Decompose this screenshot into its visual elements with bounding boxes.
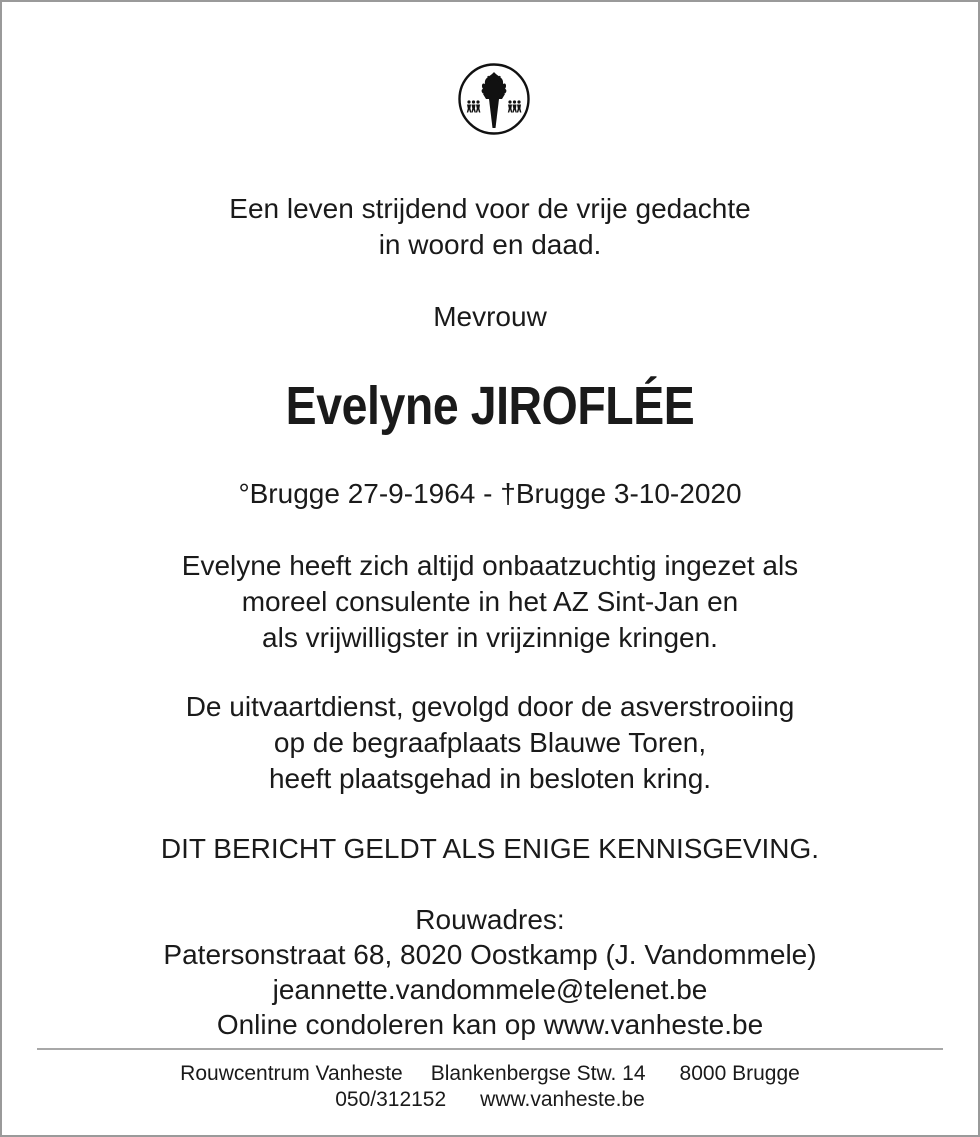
address-street: Patersonstraat 68, 8020 Oostkamp (J. Vandommele)	[163, 939, 817, 970]
funeral-line-3: heeft plaatsgehad in besloten kring.	[268, 763, 712, 794]
online-condolence: Online condoleren kan op www.vanheste.be	[216, 1009, 764, 1040]
footer-company: Rouwcentrum Vanheste	[180, 1062, 403, 1085]
deceased-name: Evelyne JIROFLÉE	[285, 376, 695, 436]
funeral-line-2: op de begraafplaats Blauwe Toren,	[273, 727, 707, 758]
address-label: Rouwadres:	[415, 904, 565, 935]
torch-emblem-icon	[457, 62, 531, 136]
motto-line-1: Een leven strijdend voor de vrije gedachte	[229, 193, 751, 224]
footer-website: www.vanheste.be	[480, 1088, 645, 1111]
footer-phone: 050/312152	[335, 1088, 447, 1111]
tribute-line-3: als vrijwilligster in vrijzinnige kringen.	[262, 622, 718, 653]
tribute-line-1: Evelyne heeft zich altijd onbaatzuchtig ingezet als	[181, 550, 799, 581]
honorific-title: Mevrouw	[433, 301, 547, 332]
footer-company-line	[2, 1061, 978, 1087]
tribute-line-2: moreel consulente in het AZ Sint-Jan en	[241, 586, 739, 617]
birth-death-dates: °Brugge 27-9-1964 - †Brugge 3-10-2020	[238, 478, 742, 509]
address-email: jeannette.vandommele@telenet.be	[272, 974, 708, 1005]
funeral-line-1: De uitvaartdienst, gevolgd door de asverstrooiing	[185, 691, 795, 722]
footer-street: Blankenbergse Stw. 14	[430, 1062, 646, 1085]
motto-line-2: in woord en daad.	[378, 229, 602, 260]
notice-statement: DIT BERICHT GELDT ALS ENIGE KENNISGEVING.	[160, 833, 820, 864]
footer-contact-line	[2, 1087, 978, 1113]
footer-city: 8000 Brugge	[679, 1062, 800, 1085]
footer-divider	[37, 1048, 943, 1050]
